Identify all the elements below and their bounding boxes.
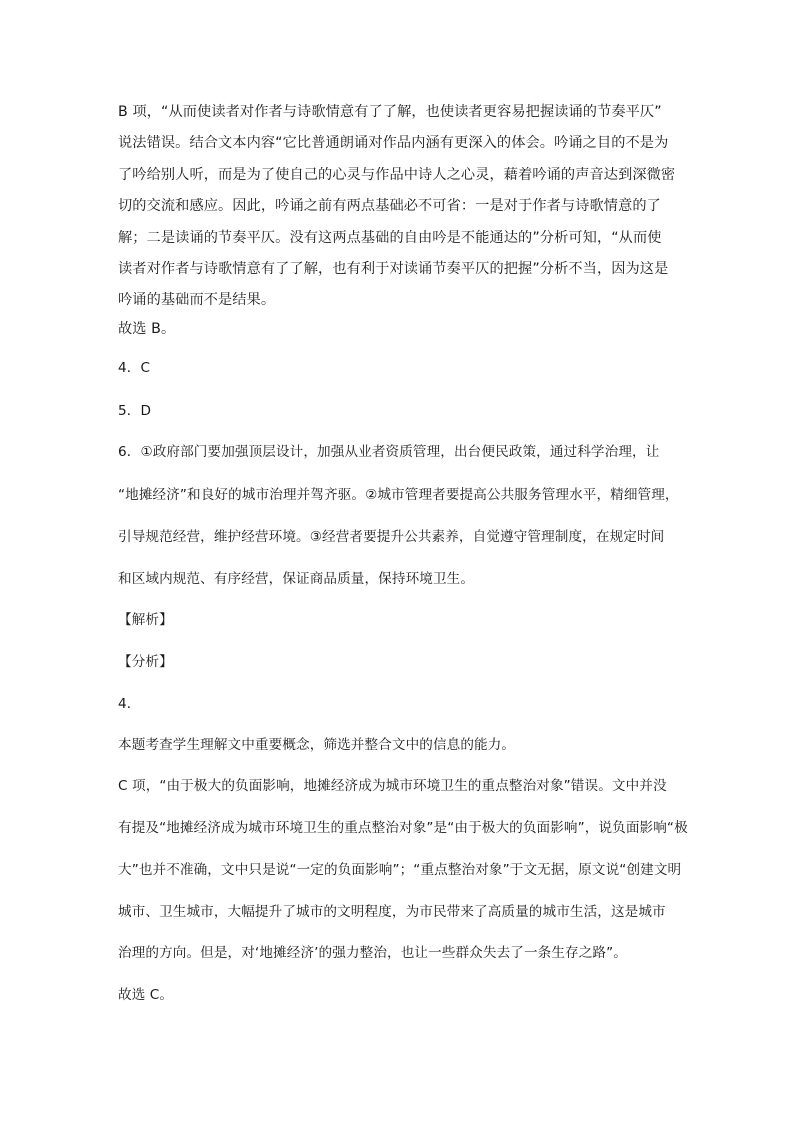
text-line: 故选 B。 [118,321,176,337]
text-line: 治理的方向。但是，对‘地摊经济’的强力整治，也让一些群众失去了一条生存之路”。 [118,945,627,961]
text-line: 说法错误。结合文本内容“它比普通朗诵对作品内涵有更深入的体会。吟诵之目的不是为 [118,135,669,151]
text-line: 城市、卫生城市，大幅提升了城市的文明程度，为市民带来了高质量的城市生活，这是城市 [118,904,666,920]
text-line: 本题考查学生理解文中重要概念，筛选并整合文中的信息的能力。 [118,737,516,753]
text-line: C 项，“由于极大的负面影响，地摊经济成为城市环境卫生的重点整治对象”错误。文中并没 [118,778,667,794]
text-line: 解；二是读诵的节奏平仄。没有这两点基础的自由吟是不能通达的”分析可知，“从而使 [118,230,662,246]
text-line: B 项，“从而使读者对作者与诗歌情意有了了解，也使读者更容易把握读诵的节奏平仄” [118,104,662,120]
answer-6-line: 引导规范经营，维护经营环境。③经营者要提升公共素养，自觉遵守管理制度，在规定时间 [118,529,665,545]
text-line: 读者对作者与诗歌情意有了了解，也有利于对读诵节奏平仄的把握”分析不当，因为这是 [118,261,669,277]
text-line: 大”也并不准确，文中只是说“一定的负面影响”；“重点整治对象”于文无据，原文说“创建文明 [118,862,682,878]
text-line: 吟诵的基础而不是结果。 [118,292,276,308]
answer-6-line: 6．①政府部门要加强顶层设计，加强从业者资质管理，出台便民政策，通过科学治理，让 [118,444,660,460]
question-number: 4． [118,696,141,712]
answer-5: 5．D [118,403,152,419]
answer-6-line: 和区域内规范、有序经营，保证商品质量，保持环境卫生。 [118,571,475,587]
text-line: 故选 C。 [118,987,174,1003]
answer-4: 4．C [118,360,151,376]
text-line: 了吟给别人听，而是为了使自己的心灵与作品中诗人之心灵，藉着吟诵的声音达到深微密 [118,167,676,183]
text-line: 切的交流和感应。因此，吟诵之前有两点基础必不可省：一是对于作者与诗歌情意的了 [118,198,661,214]
analysis-subheading: 【分析】 [118,654,173,670]
analysis-heading: 【解析】 [118,612,173,628]
answer-6-line: “地摊经济”和良好的城市治理并驾齐驱。②城市管理者要提高公共服务管理水平，精细管理， [118,487,679,503]
text-line: 有提及“地摊经济成为城市环境卫生的重点整治对象”是“由于极大的负面影响”，说负面影响“极 [118,820,688,836]
